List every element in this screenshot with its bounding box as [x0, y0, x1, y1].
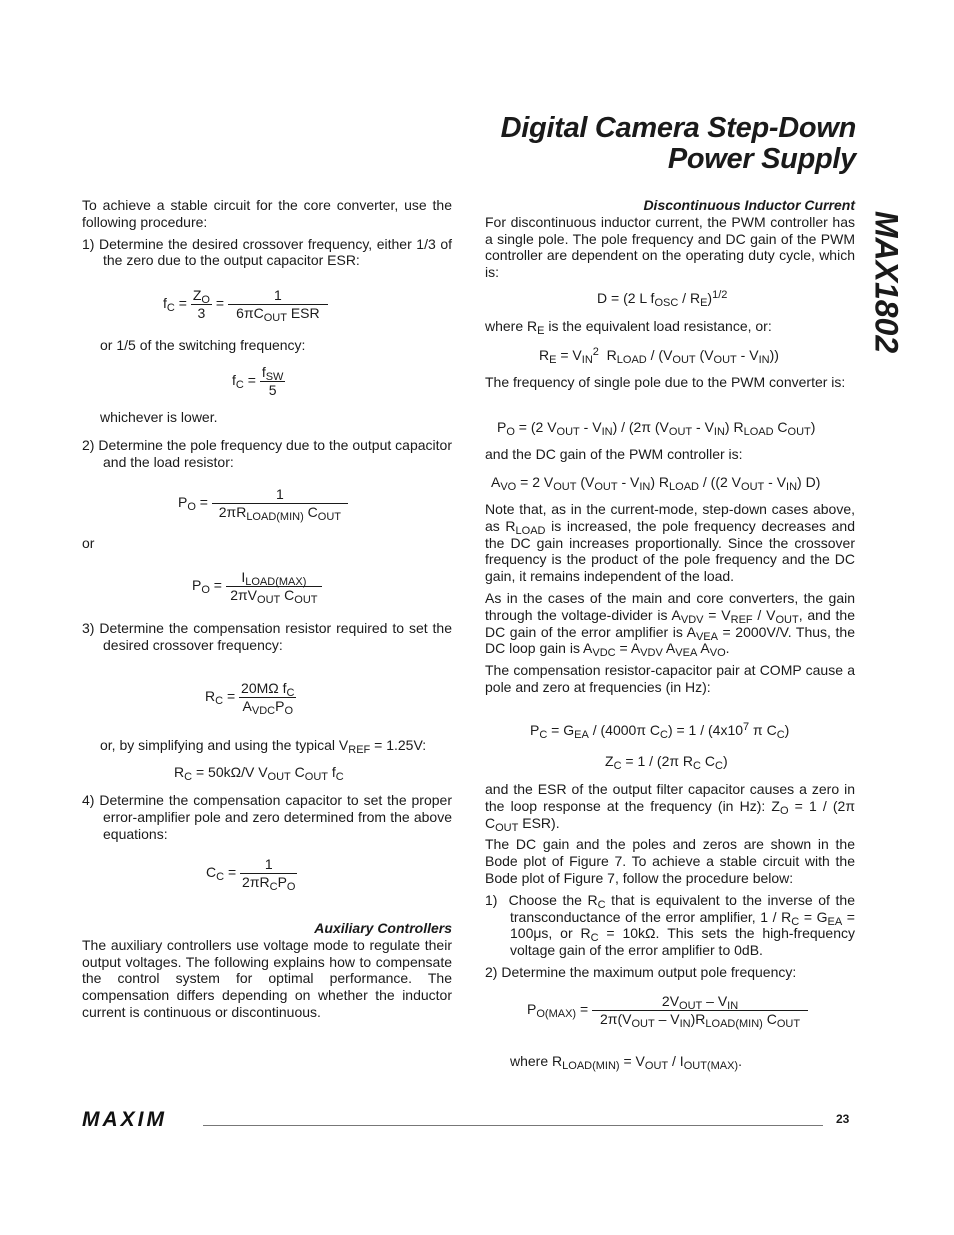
equation-zc: $Z_C = 1 / (2\pi$ $R_C$ $C_C$) [605, 753, 728, 772]
equation-po-rload: $P_O$ = $\frac{1}{2\pi R_{LOAD(MIN)} C_{OUT}}$ [178, 486, 348, 521]
equation-rc-simplified: $R_C = 50k\Omega/V$ $V_{OUT}$ $C_{OUT}$ $f_C$ [174, 764, 344, 783]
equation-fc-esr: $f_C$ = $\frac{Z_O}{3}$ = $\frac{1}{6\pi C_{OUT} ESR}$ [163, 287, 328, 322]
step4-text: 4) Determine the compensation capacitor to set the proper error-amplifier pole and zero determined from the above equations: [82, 792, 452, 842]
step2-block [82, 437, 452, 471]
right-step1-text: 1) Choose the $R_C$ that is equivalent to the inverse of the transconductance of the error amplifier, $1 / R_C = G_{EA} = 100\mu s$, or $R_C = 10k\Omega$. This sets the high-frequency voltage gain of the error amplifier to 0dB. [485, 891, 855, 959]
discontinuous-paragraph: For discontinuous inductor current, the PWM controller has a single pole. The pole frequency and DC gain of the PWM controller are dependent on the operating duty cycle, which is: [485, 213, 855, 281]
left-column [82, 197, 452, 269]
discontinuous-heading: Discontinuous Inductor Current [643, 197, 855, 213]
freq-single-text: The frequency of single pole due to the PWM converter is: [485, 374, 846, 390]
note-block [485, 501, 855, 696]
esr-block [485, 781, 855, 981]
whichever-text: whichever is lower. [100, 409, 218, 425]
step3-block [82, 620, 452, 654]
where-re-text: where $R_E$ is the equivalent load resistance, or: [485, 318, 772, 337]
equation-duty-cycle: D = (2 L $f_{OSC} / R_E)^{1/2}$ [597, 289, 728, 309]
equation-cc: $C_C$ = $\frac{1}{2\pi R_CP_O}$ [206, 856, 296, 893]
equation-avo: $A_{VO} = 2$ $V_{OUT}$ $(V_{OUT} - V_{IN})$ $R_{LOAD} / ((2$ $V_{OUT} - V_{IN}$) D) [491, 474, 821, 493]
auxiliary-section [82, 920, 452, 1021]
gain-paragraph: As in the cases of the main and core converters, the gain through the voltage-divider is $A_{VDV} = V_{REF} / V_{OUT}$, and the DC gain of the error amplifier is $A_{VEA} = 2000V/V$. Thus, the DC loop gain is $A_{VDC} = A_{VDV}$ $A_{VEA}$ $A_{VO}$. [485, 589, 855, 660]
intro-paragraph: To achieve a stable circuit for the core converter, use the following procedure: [82, 197, 452, 230]
page-number: 23 [836, 1112, 850, 1126]
side-part-number: MAX1802 [868, 210, 905, 354]
aux-heading: Auxiliary Controllers [314, 920, 452, 936]
page-title-line1: Digital Camera Step-Down [500, 112, 856, 144]
equation-po-pwm: $P_O = (2$ $V_{OUT} - V_{IN}) / (2\pi$ $(V_{OUT} - V_{IN})$ $R_{LOAD}$ $C_{OUT}$) [497, 419, 816, 438]
step1-text: 1) Determine the desired crossover frequency, either 1/3 of the zero due to the output capacitor ESR: [82, 235, 452, 269]
where-rload-text: where $R_{LOAD(MIN)} = V_{OUT} / I_{OUT(MAX)}$. [510, 1053, 742, 1072]
equation-pc: $P_C = G_{EA} / (4000\pi$ $C_C) = 1 / (4x10^7$ π $C_C$) [530, 721, 790, 741]
dc-gain-text: and the DC gain of the PWM controller is: [485, 446, 743, 462]
right-column-top [485, 197, 855, 281]
freq-single-block [485, 374, 855, 391]
aux-paragraph: The auxiliary controllers use voltage mode to regulate their output voltages. The following explains how to compensate the control system for optimal performance. The compensation differs depending on whether the inductor current is continuous or discontinuous. [82, 936, 452, 1020]
step4-block [82, 792, 452, 842]
equation-rc: $R_C$ = $\frac{20M\Omega f_C}{A_{VDC}P_O}$ [205, 680, 295, 717]
equation-po-iload: $P_O$ = $\frac{I_{LOAD(MAX)}}{2\pi V_{OUT} C_{OUT}}$ [192, 569, 322, 604]
step3-text: 3) Determine the compensation resistor required to set the desired crossover frequency: [82, 620, 452, 653]
or-fifth-text: or 1/5 of the switching frequency: [100, 337, 306, 353]
page-title-line2: Power Supply [667, 143, 856, 175]
footer-rule [203, 1125, 823, 1126]
bode-paragraph: The DC gain and the poles and zeros are shown in the Bode plot of Figure 7. To achieve a stable circuit with the Bode plot of Figure 7, follow the procedure below: [485, 836, 855, 886]
simplify-text: or, by simplifying and using the typical $V_{REF} = 1.25V$: [100, 737, 427, 756]
equation-fc-fsw: $f_C$ = $\frac{f_{SW}}{5}$ [232, 364, 284, 398]
step2-text: 2) Determine the pole frequency due to the output capacitor and the load resistor: [82, 437, 452, 470]
maxim-logo [82, 1108, 194, 1130]
equation-po-max: $P_{O(MAX)}$ = $\frac{2V_{OUT} - V_{IN}}{2\pi(V_{OUT} - V_{IN})R_{LOAD(MIN)} C_{OUT}}$ [527, 993, 808, 1028]
right-step2-text: 2) Determine the maximum output pole frequency: [485, 963, 797, 980]
esr-paragraph: and the ESR of the output filter capacitor causes a zero in the loop response at the frequency (in Hz): $Z_O = 1 / (2\pi$ $C_{OUT}$ ESR). [485, 781, 855, 834]
note-paragraph: Note that, as in the current-mode, step-down cases above, as $R_{LOAD}$ is increased, the pole frequency decreases and the DC gain increases proportionally. Since the crossover frequency is the product of the pole frequency and the DC gain, it remains independent of the load. [485, 501, 855, 585]
or-text: or [82, 535, 95, 551]
equation-re: $R_E = V_{IN}^2$ $R_{LOAD} / (V_{OUT}$ $(V_{OUT} - V_{IN})$) [539, 346, 779, 366]
comp-pair-paragraph: The compensation resistor-capacitor pair at COMP cause a pole and zero at frequencies (in Hz): [485, 662, 855, 695]
svg-text:MAXIM: MAXIM [82, 1108, 167, 1130]
